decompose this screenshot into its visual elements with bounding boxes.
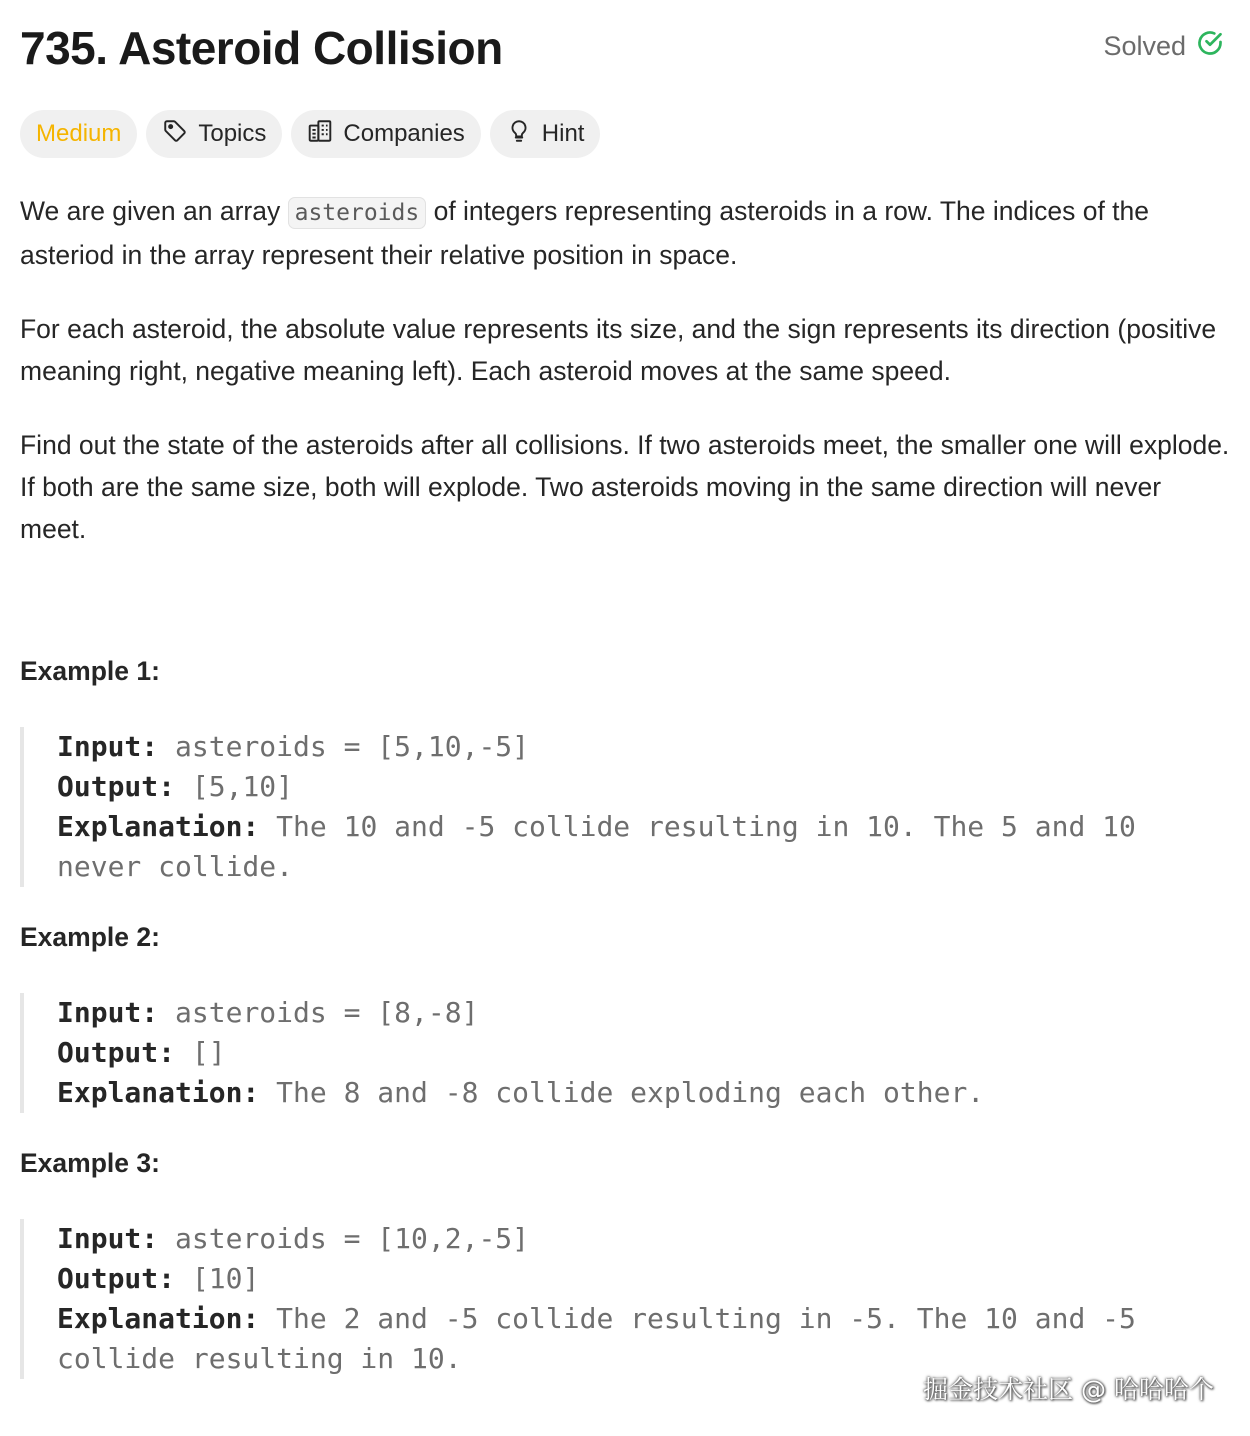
input-line — [57, 1219, 1180, 1259]
output-line — [57, 1259, 1180, 1299]
description-paragraph-2: For each asteroid, the absolute value represents its size, and the sign represents its direction (positive meaning right, negative meaning left). Each asteroid moves at the same speed. — [20, 314, 1217, 386]
input-line — [57, 727, 1180, 767]
solved-label: Solved — [1103, 30, 1186, 61]
output-value: [] — [175, 1036, 226, 1069]
problem-title: 735. Asteroid Collision — [20, 22, 503, 74]
problem-description — [20, 190, 1230, 582]
tag-icon — [162, 118, 188, 151]
companies-label: Companies — [343, 120, 465, 147]
output-value: [10] — [175, 1262, 260, 1295]
example-1 — [20, 656, 1230, 883]
input-label: Input: — [57, 730, 159, 763]
input-line — [57, 993, 1180, 1033]
input-label: Input: — [57, 996, 159, 1029]
topics-button[interactable] — [146, 110, 282, 158]
explanation-label: Explanation: — [57, 810, 260, 843]
input-value: asteroids = [5,10,-5] — [158, 730, 530, 763]
difficulty-badge[interactable] — [20, 110, 137, 158]
output-label: Output: — [57, 1262, 176, 1295]
hint-button[interactable] — [490, 110, 601, 158]
lightbulb-icon — [506, 118, 532, 151]
description-paragraph-1 — [20, 190, 1230, 276]
explanation-value: The 10 and -5 collide resulting in 10. The 5 and 10 never collide. — [57, 810, 1153, 883]
difficulty-label: Medium — [36, 120, 122, 147]
output-label: Output: — [57, 770, 176, 803]
input-value: asteroids = [10,2,-5] — [158, 1222, 530, 1255]
problem-header — [20, 18, 1224, 78]
example-2 — [20, 922, 1230, 1109]
explanation-label: Explanation: — [57, 1302, 260, 1335]
example-3 — [20, 1148, 1230, 1375]
watermark: 掘金技术社区 @ 哈哈哈个 — [923, 1375, 1214, 1404]
tag-bar — [20, 110, 600, 158]
explanation-line — [57, 1073, 1180, 1113]
output-label: Output: — [57, 1036, 176, 1069]
explanation-label: Explanation: — [57, 1076, 260, 1109]
description-text: We are given an array — [20, 196, 288, 226]
output-line — [57, 767, 1180, 807]
example-code-block — [20, 727, 1180, 887]
example-code-block — [20, 993, 1180, 1113]
inline-code-asteroids: asteroids — [288, 197, 427, 229]
building-icon — [307, 118, 333, 151]
description-text: of integers representing asteroids in a row. The indices of the asteriod in the array represent their relative position in space. — [20, 196, 1150, 270]
example-code-block — [20, 1219, 1180, 1379]
output-value: [5,10] — [175, 770, 294, 803]
input-value: asteroids = [8,-8] — [158, 996, 479, 1029]
input-label: Input: — [57, 1222, 159, 1255]
description-paragraph-3: Find out the state of the asteroids after all collisions. If two asteroids meet, the smaller one will explode. If both are the same size, both will explode. Two asteroids moving in the same direction will never meet. — [20, 430, 1230, 544]
example-heading: Example 2: — [20, 922, 160, 952]
explanation-value: The 8 and -8 collide exploding each other. — [259, 1076, 985, 1109]
explanation-value: The 2 and -5 collide resulting in -5. The 10 and -5 collide resulting in 10. — [57, 1302, 1153, 1375]
topics-label: Topics — [198, 120, 267, 147]
example-heading: Example 3: — [20, 1148, 160, 1178]
hint-label: Hint — [541, 120, 585, 147]
example-heading: Example 1: — [20, 656, 160, 686]
explanation-line — [57, 1299, 1180, 1379]
explanation-line — [57, 807, 1180, 887]
check-circle-icon — [1196, 29, 1224, 64]
companies-button[interactable] — [291, 110, 480, 158]
solved-status — [1103, 29, 1224, 64]
output-line — [57, 1033, 1180, 1073]
